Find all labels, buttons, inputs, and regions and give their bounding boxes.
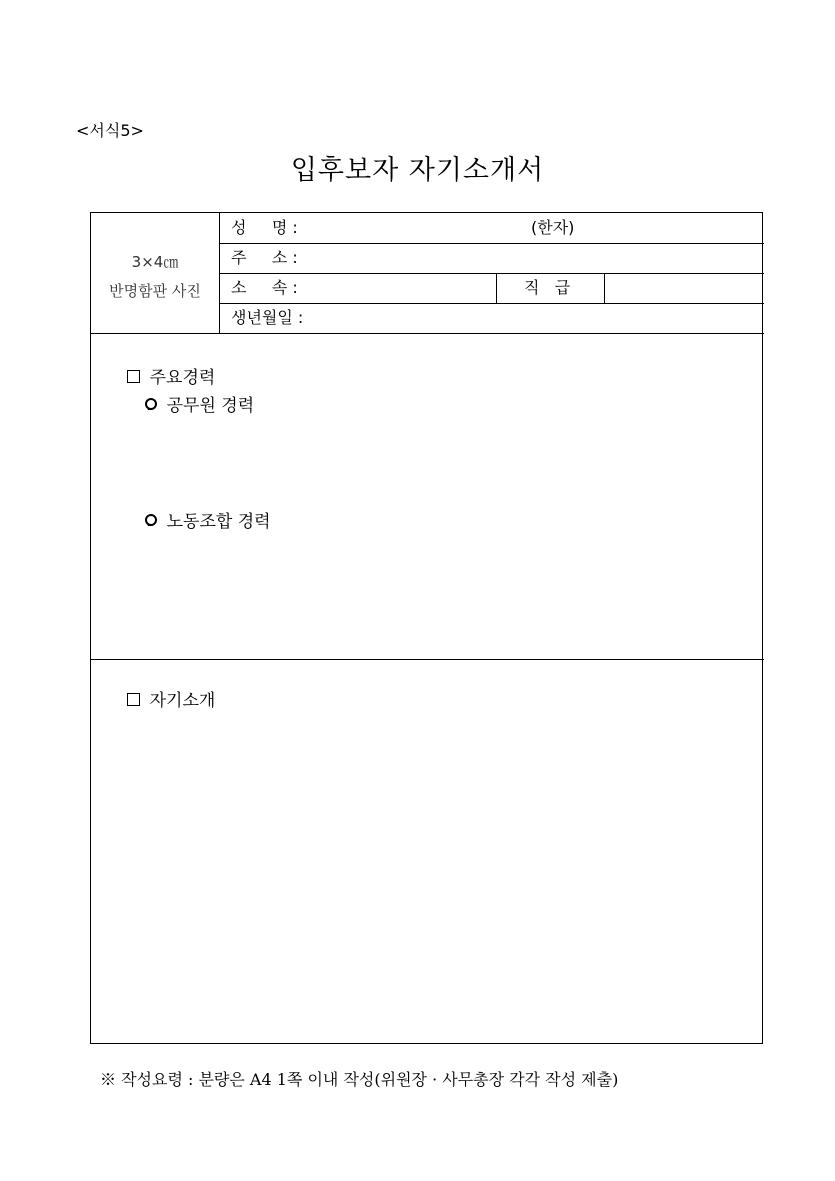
rank-divider [496, 273, 497, 303]
section-divider [91, 333, 764, 334]
photo-type-label: 반명함판 사진 [109, 282, 201, 300]
birthdate-label: 생년월일 : [231, 308, 304, 327]
intro-heading-text: 자기소개 [149, 691, 216, 711]
career-heading-text: 주요경력 [149, 368, 216, 388]
civil-service-heading [123, 371, 254, 436]
civil-service-heading-text: 공무원 경력 [166, 396, 255, 416]
footer-note: ※ 작성요령 : 분량은 A4 1쪽 이내 작성(위원장 · 사무총장 각각 작성 제출) [100, 1070, 619, 1089]
labor-union-entry: - [147, 515, 153, 534]
photo-size-label: 3×4㎝ [131, 253, 179, 271]
affiliation-label: 소 속 : [231, 278, 298, 297]
checkbox-icon [127, 693, 140, 706]
section-divider [91, 659, 764, 660]
hanja-label: (한자) [531, 218, 575, 237]
address-label: 주 소 : [231, 248, 298, 267]
self-introduction-form [90, 212, 763, 1044]
name-label: 성 명 : [231, 218, 298, 237]
photo-box [91, 213, 219, 333]
row-divider [219, 273, 764, 274]
rank-label: 직 급 [524, 278, 571, 297]
document-title: 입후보자 자기소개서 [290, 155, 545, 186]
intro-section-heading [105, 666, 215, 731]
labor-union-heading-text: 노동조합 경력 [166, 512, 271, 532]
rank-divider [604, 273, 605, 303]
civil-service-entry: - [147, 399, 153, 418]
row-divider [219, 243, 764, 244]
form-code: <서식5> [76, 121, 144, 140]
labor-union-heading [123, 487, 271, 552]
row-divider [219, 303, 764, 304]
